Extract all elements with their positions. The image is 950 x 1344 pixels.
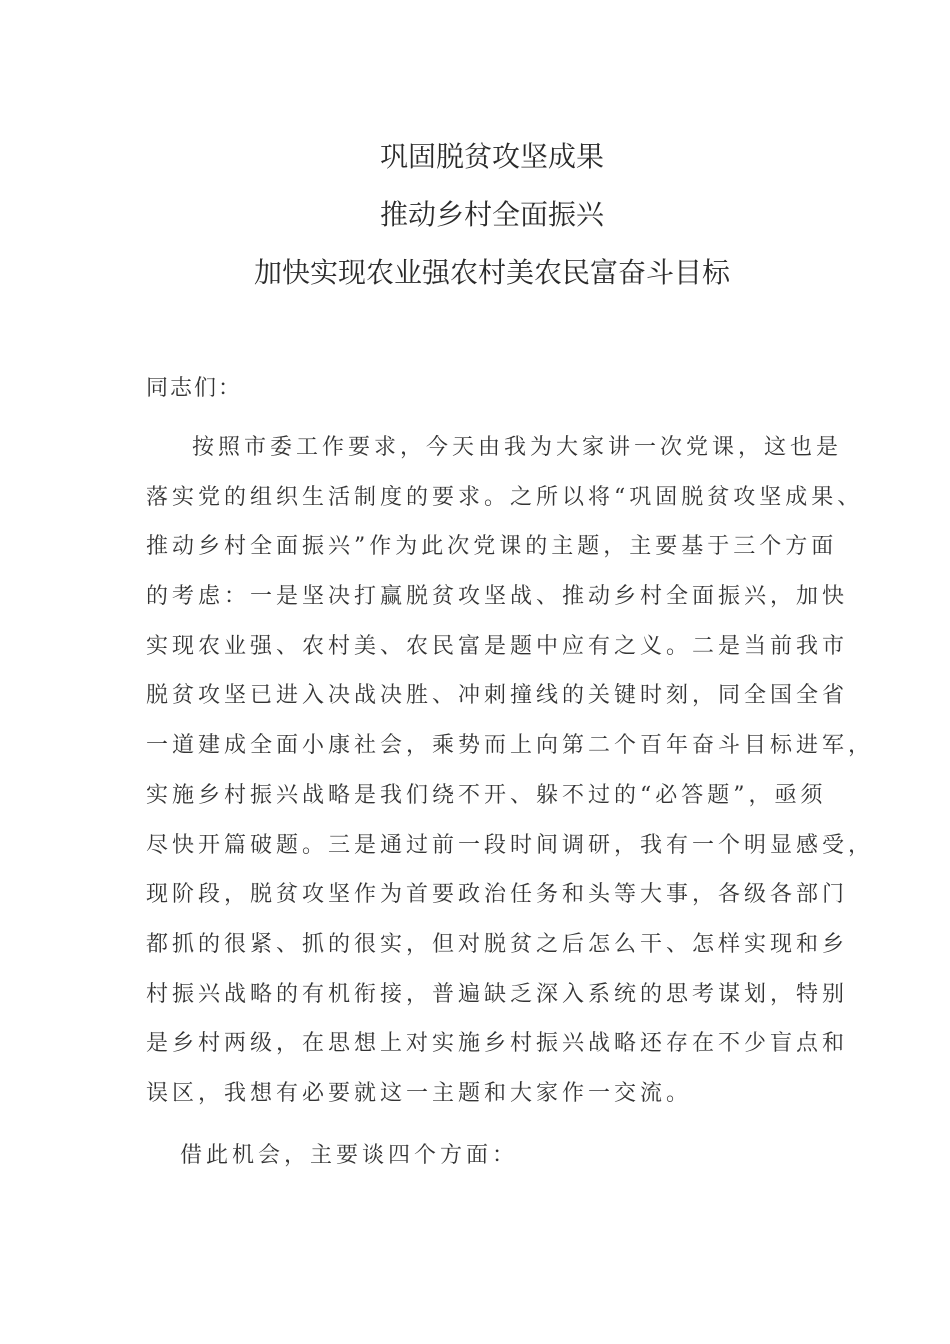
paragraph-line: 落实党的组织生活制度的要求。之所以将“巩固脱贫攻坚成果、 <box>146 484 864 510</box>
paragraph-line: 的考虑：一是坚决打赢脱贫攻坚战、推动乡村全面振兴，加快 <box>146 584 849 610</box>
paragraph-line: 误区，我想有必要就这一主题和大家作一交流。 <box>146 1080 693 1106</box>
document-title <box>0 128 950 302</box>
paragraph-line: 一道建成全面小康社会，乘势而上向第二个百年奋斗目标进军， <box>146 733 875 759</box>
paragraph-line: 是乡村两级，在思想上对实施乡村振兴战略还存在不少盲点和 <box>146 1031 849 1057</box>
closing-sentence: 借此机会，主要谈四个方面： <box>180 1143 519 1168</box>
title-line-3: 加快实现农业强农村美农民富奋斗目标 <box>253 256 730 289</box>
paragraph-line: 实现农业强、农村美、农民富是题中应有之义。二是当前我市 <box>146 633 849 659</box>
paragraph-line: 推动乡村全面振兴”作为此次党课的主题，主要基于三个方面 <box>146 534 838 560</box>
body-paragraph <box>146 430 875 1126</box>
paragraph-line: 现阶段，脱贫攻坚作为首要政治任务和头等大事，各级各部门 <box>146 882 849 908</box>
paragraph-line: 村振兴战略的有机衔接，普遍缺乏深入系统的思考谋划，特别 <box>146 981 849 1007</box>
title-line-1: 巩固脱贫攻坚成果 <box>379 140 604 173</box>
title-line-2: 推动乡村全面振兴 <box>379 198 604 231</box>
paragraph-line: 实施乡村振兴战略是我们绕不开、躲不过的“必答题”，亟须 <box>146 782 827 808</box>
paragraph-line: 都抓的很紧、抓的很实，但对脱贫之后怎么干、怎样实现和乡 <box>146 931 849 957</box>
paragraph-line: 脱贫攻坚已进入决战决胜、冲刺撞线的关键时刻，同全国全省 <box>146 683 849 709</box>
paragraph-line: 尽快开篇破题。三是通过前一段时间调研，我有一个明显感受， <box>146 832 875 858</box>
salutation: 同志们： <box>146 376 243 401</box>
paragraph-line: 按照市委工作要求，今天由我为大家讲一次党课，这也是 <box>192 435 843 460</box>
